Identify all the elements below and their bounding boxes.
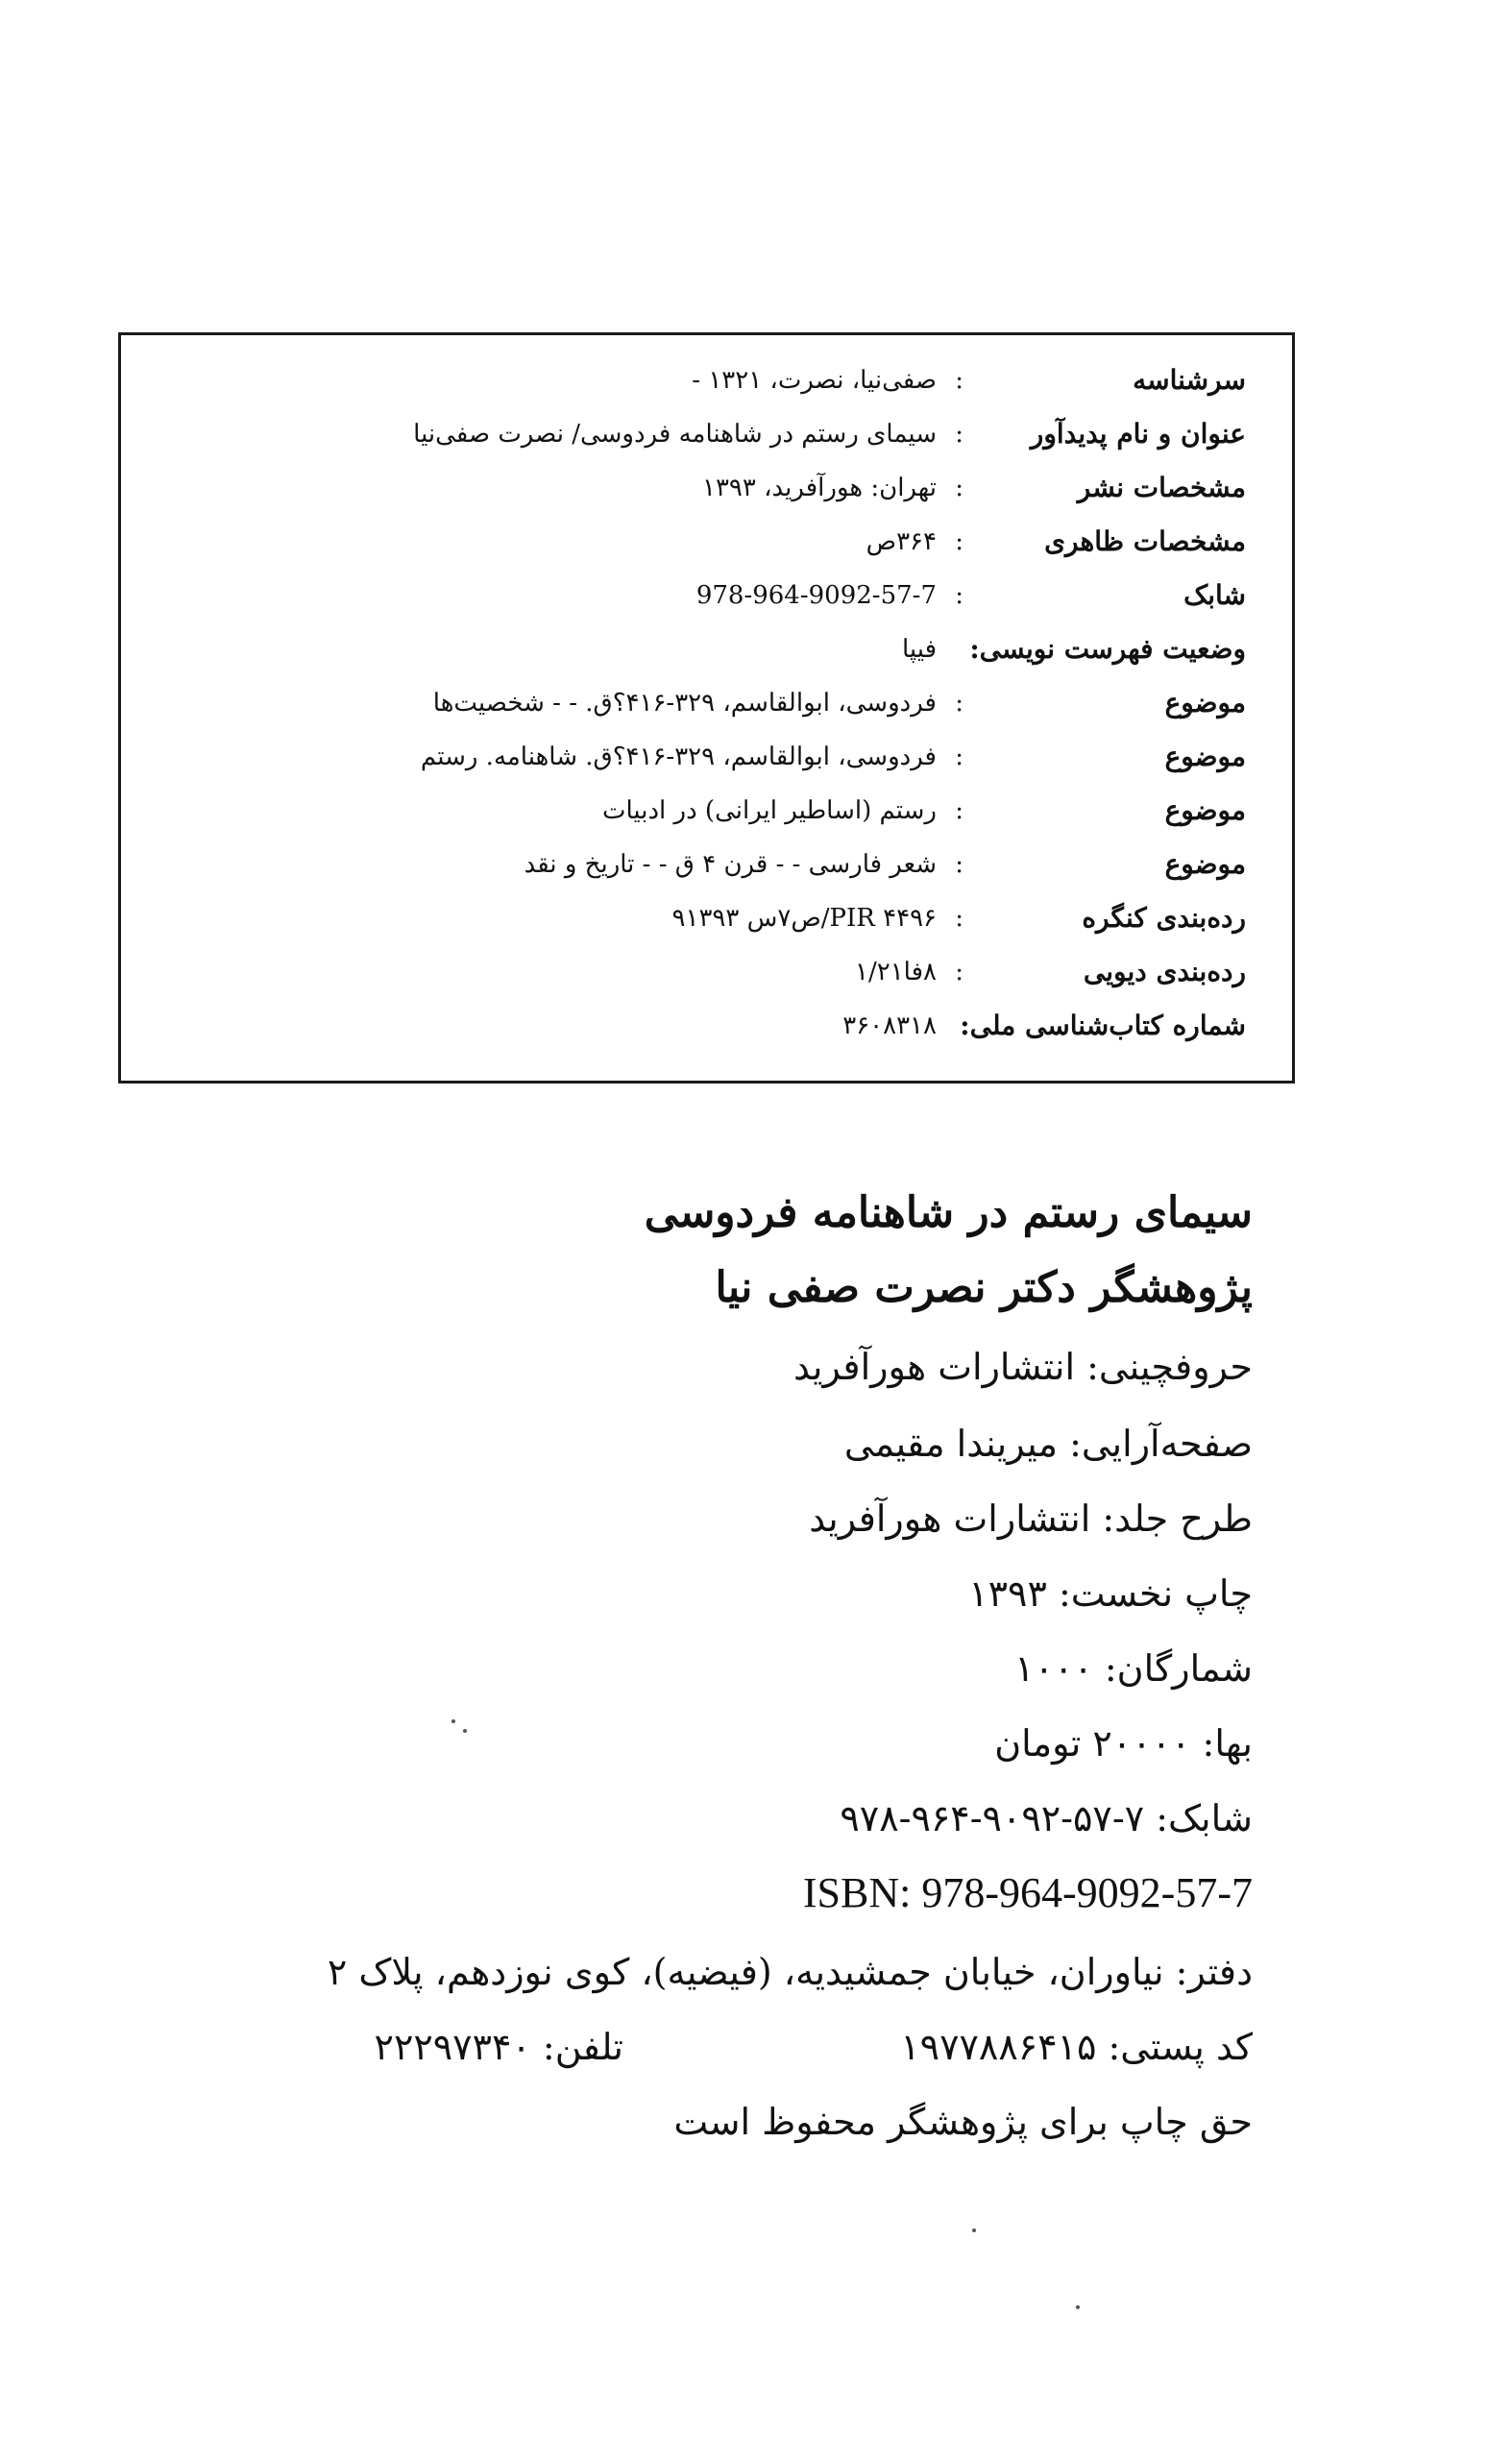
cip-row bbox=[121, 1002, 1292, 1050]
cip-value: ۳۶۴ص bbox=[866, 527, 937, 556]
cip-row bbox=[121, 787, 1292, 835]
cip-label: سرشناسه bbox=[1133, 364, 1246, 396]
cip-label: شماره کتاب‌شناسی ملی: bbox=[960, 1010, 1246, 1041]
cip-row bbox=[121, 894, 1292, 942]
book-author: پژوهشگر دکتر نصرت صفی نیا bbox=[715, 1263, 1253, 1312]
cip-row bbox=[121, 679, 1292, 727]
cip-separator: : bbox=[955, 796, 963, 825]
cip-value: فردوسی، ابوالقاسم، ۳۲۹-۴۱۶؟ق. - - شخصیت‌ها bbox=[432, 689, 937, 718]
office-address: دفتر: نیاوران، خیابان جمشیدیه، (فیضیه)، کوی نوزدهم، پلاک ۲ bbox=[327, 1951, 1253, 1993]
cip-separator: : bbox=[955, 904, 963, 933]
scan-speck bbox=[463, 1729, 467, 1733]
cip-label: موضوع bbox=[1164, 687, 1246, 718]
cover-design-credit: طرح جلد: انتشارات هورآفرید bbox=[809, 1497, 1253, 1540]
scan-speck bbox=[1076, 2305, 1080, 2309]
cip-label: عنوان و نام پدیدآور bbox=[1030, 418, 1246, 450]
cip-row bbox=[121, 733, 1292, 781]
cip-value: فیپا bbox=[901, 635, 937, 664]
typesetting-credit: حروفچینی: انتشارات هورآفرید bbox=[793, 1346, 1253, 1388]
cataloging-in-publication-box bbox=[118, 332, 1295, 1083]
isbn-persian: شابک: ۷-۵۷-۹۰۹۲-۹۶۴-۹۷۸ bbox=[840, 1797, 1253, 1839]
cip-row bbox=[121, 948, 1292, 996]
cip-value: فردوسی، ابوالقاسم، ۳۲۹-۴۱۶؟ق. شاهنامه. رستم bbox=[420, 743, 937, 771]
cip-row bbox=[121, 464, 1292, 512]
cip-label: وضعیت فهرست نویسی: bbox=[969, 633, 1246, 665]
cip-separator: : bbox=[955, 581, 963, 610]
cip-separator: : bbox=[955, 527, 963, 556]
cip-separator: : bbox=[955, 474, 963, 502]
cip-value: ۳۶۰۸۳۱۸ bbox=[842, 1011, 937, 1040]
cip-row bbox=[121, 625, 1292, 673]
cip-label: مشخصات ظاهری bbox=[1044, 525, 1246, 557]
cip-value: ۸فا۱/۲۱ bbox=[855, 958, 937, 986]
scan-speck bbox=[451, 1719, 455, 1723]
cip-label: رده‌بندی دیویی bbox=[1083, 956, 1246, 987]
cip-value: صفی‌نیا، نصرت، ۱۳۲۱ - bbox=[692, 366, 937, 395]
cip-row bbox=[121, 410, 1292, 458]
cip-label: مشخصات نشر bbox=[1077, 472, 1246, 503]
layout-credit: صفحه‌آرایی: میریندا مقیمی bbox=[843, 1423, 1253, 1465]
copyright-notice: حق چاپ برای پژوهشگر محفوظ است bbox=[673, 2101, 1253, 2143]
cip-separator: : bbox=[955, 743, 963, 771]
cip-separator: : bbox=[955, 689, 963, 718]
cip-value: رستم (اساطیر ایرانی) در ادبیات bbox=[601, 796, 937, 825]
cip-label: موضوع bbox=[1164, 741, 1246, 772]
price: بها: ۲۰۰۰۰ تومان bbox=[994, 1722, 1253, 1765]
cip-row bbox=[121, 572, 1292, 620]
cip-value: PIR ۴۴۹۶/ص۷س ۹۱۳۹۳ bbox=[671, 904, 937, 933]
scan-speck bbox=[972, 2228, 976, 2232]
cip-label: شابک bbox=[1183, 579, 1246, 611]
cip-value: شعر فارسی - - قرن ۴ ق - - تاریخ و نقد bbox=[524, 850, 937, 879]
cip-separator: : bbox=[955, 366, 963, 395]
phone-number: تلفن: ۲۲۲۹۷۳۴۰ bbox=[374, 2026, 623, 2068]
first-print: چاپ نخست: ۱۳۹۳ bbox=[968, 1572, 1253, 1615]
cip-row bbox=[121, 840, 1292, 889]
cip-label: رده‌بندی کنگره bbox=[1082, 902, 1246, 934]
cip-value: سیمای رستم در شاهنامه فردوسی/ نصرت صفی‌نیا bbox=[413, 420, 937, 449]
cip-value: تهران: هورآفرید، ۱۳۹۳ bbox=[701, 474, 937, 502]
cip-label: موضوع bbox=[1164, 848, 1246, 880]
cip-separator: : bbox=[955, 420, 963, 449]
circulation: شمارگان: ۱۰۰۰ bbox=[1014, 1647, 1253, 1690]
cip-separator: : bbox=[955, 958, 963, 986]
cip-label: موضوع bbox=[1164, 794, 1246, 826]
book-title: سیمای رستم در شاهنامه فردوسی bbox=[644, 1188, 1253, 1237]
postal-code: کد پستی: ۱۹۷۷۸۸۶۴۱۵ bbox=[900, 2026, 1253, 2068]
cip-row bbox=[121, 356, 1292, 404]
isbn-latin: ISBN: 978-964-9092-57-7 bbox=[802, 1869, 1253, 1916]
cip-value-isbn: 978-964-9092-57-7 bbox=[695, 581, 937, 610]
cip-row bbox=[121, 518, 1292, 566]
cip-separator: : bbox=[955, 850, 963, 879]
